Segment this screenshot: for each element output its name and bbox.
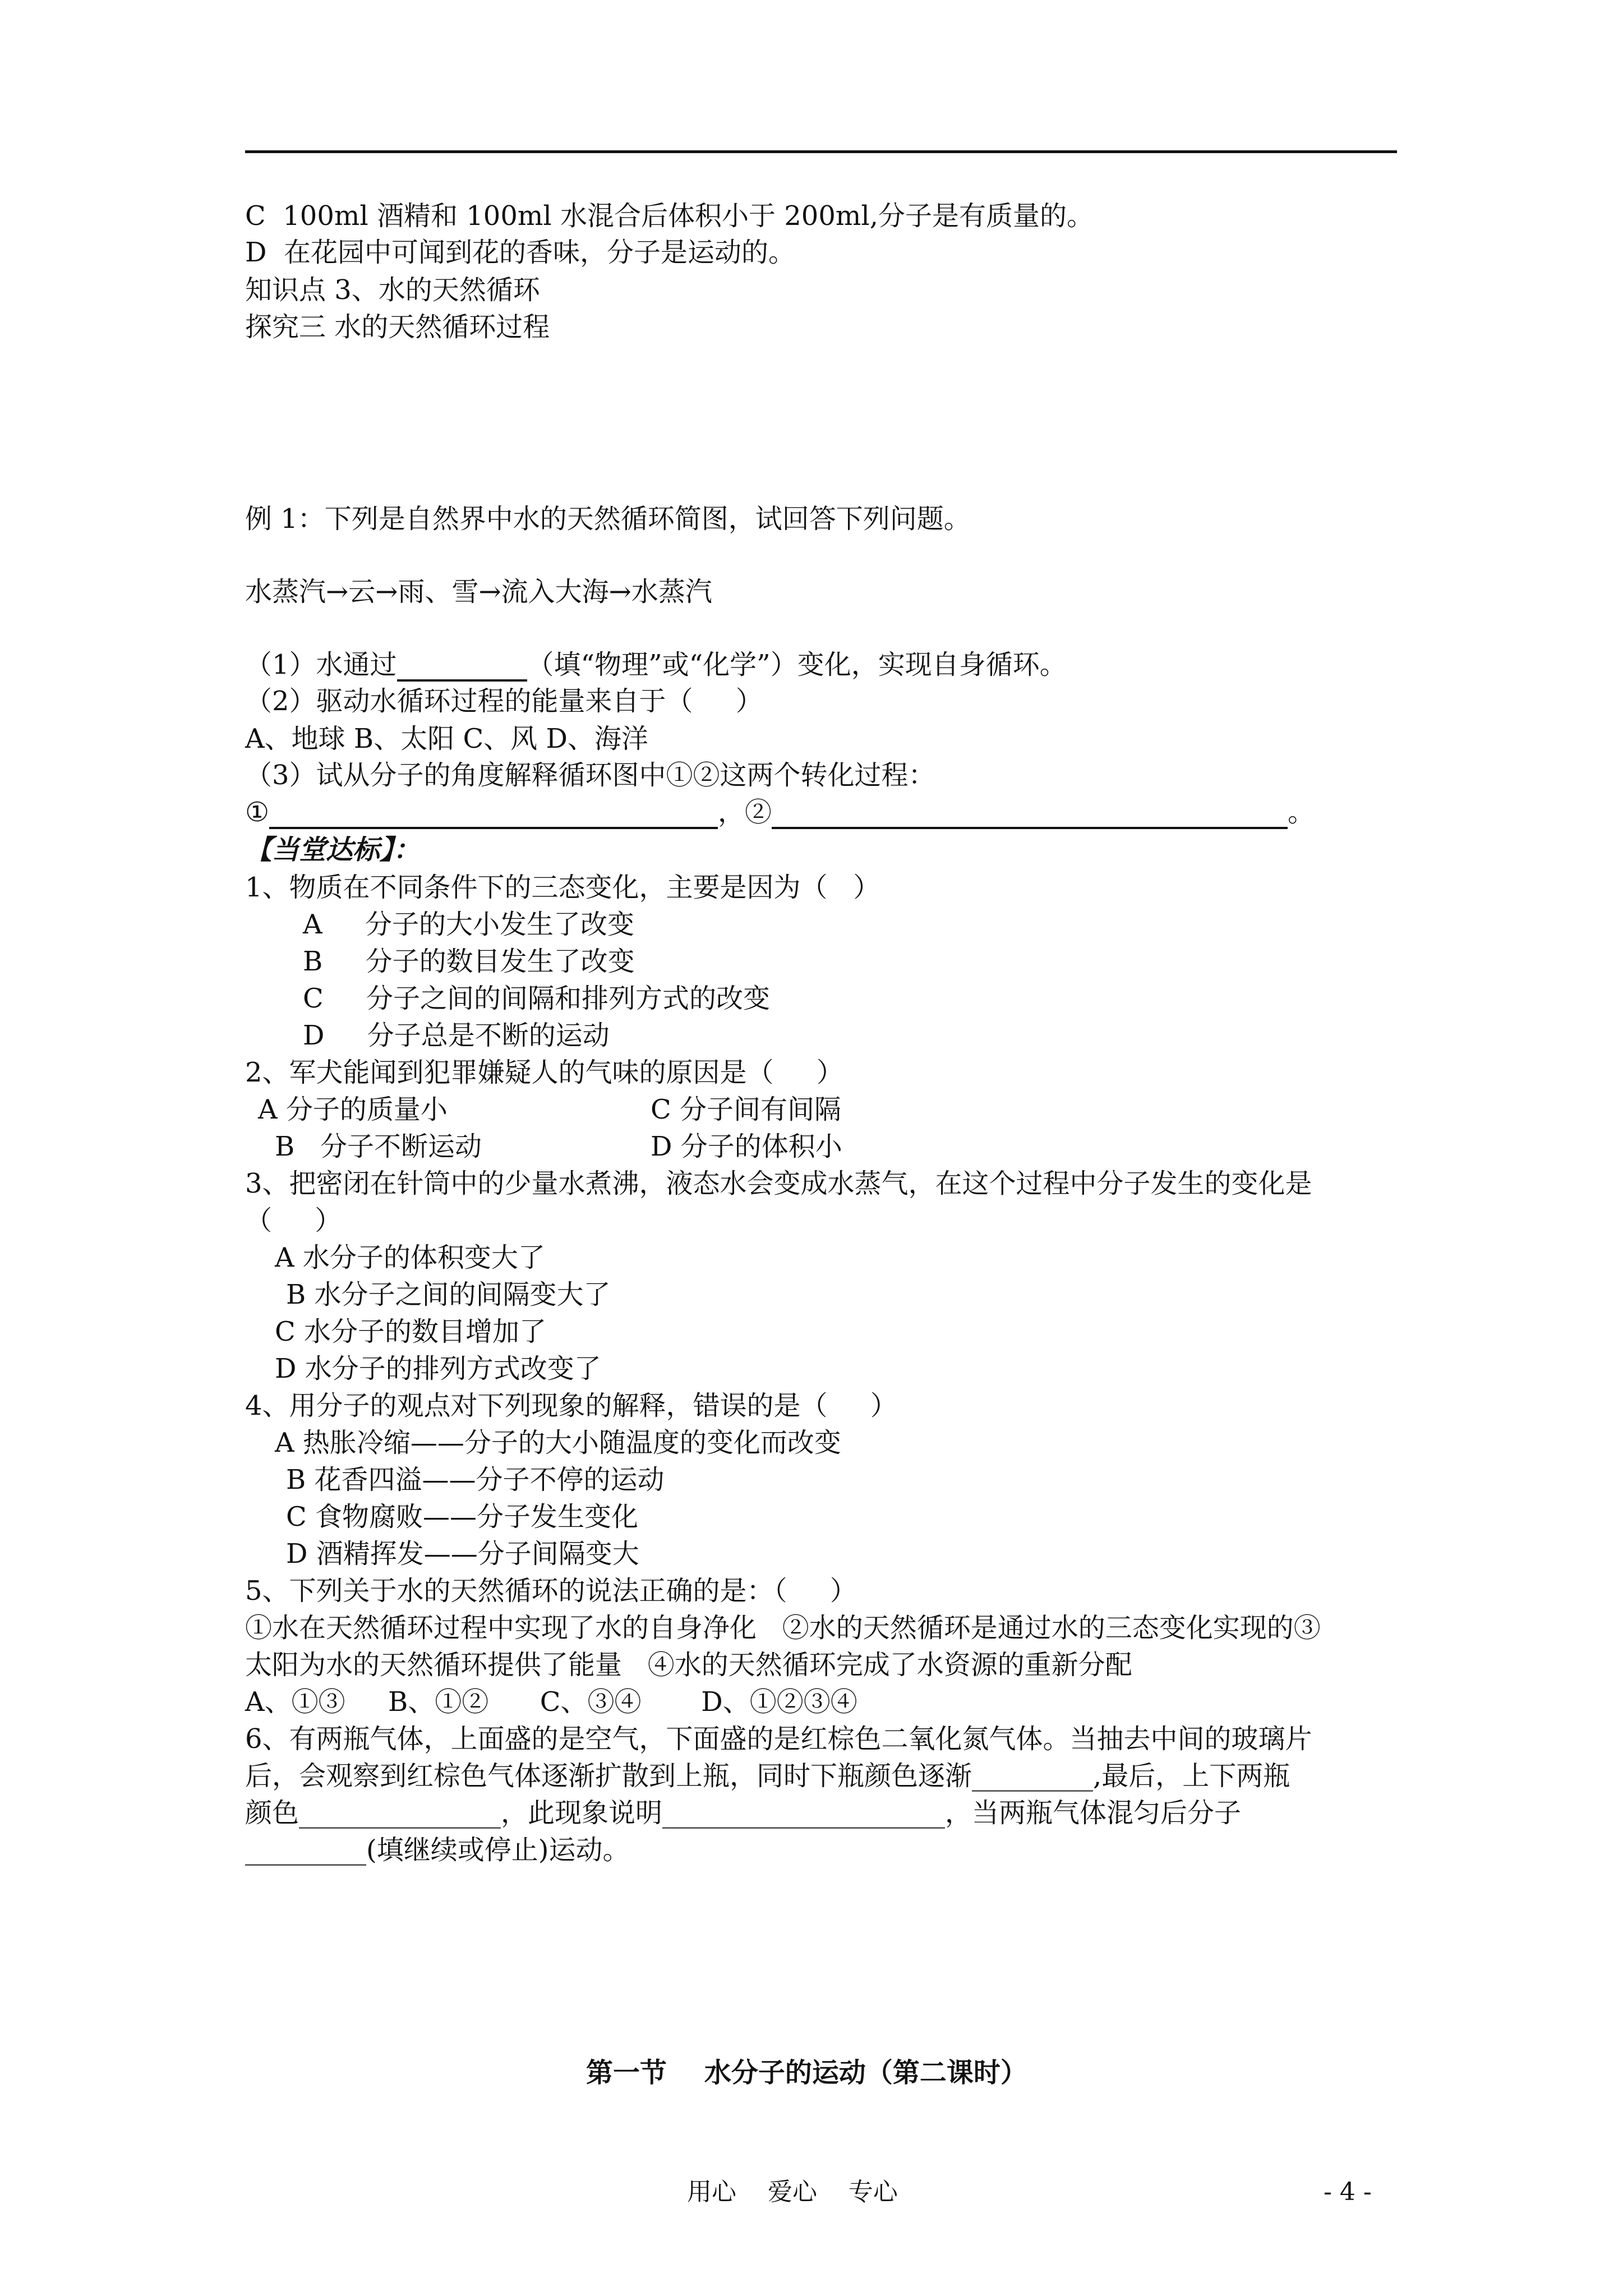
problem-2-option-a: A 分子的质量小 bbox=[258, 1094, 448, 1125]
question-3-answers bbox=[245, 795, 1315, 829]
answer-1-blank bbox=[269, 800, 718, 829]
answer-1-marker: ① bbox=[245, 797, 270, 828]
practice-heading: 【当堂达标】： bbox=[245, 834, 421, 866]
header-rule bbox=[245, 150, 1397, 153]
page-number: - 4 - bbox=[1324, 2178, 1372, 2206]
answer-end: 。 bbox=[1288, 797, 1315, 828]
question-1-blank bbox=[397, 652, 527, 682]
problem-2: 2、军犬能闻到犯罪嫌疑人的气味的原因是（ ） bbox=[245, 1057, 843, 1088]
problem-5-statements-2: 太阳为水的天然循环提供了能量 ④水的天然循环完成了水资源的重新分配 bbox=[245, 1649, 1132, 1681]
problem-1-option-a: A 分子的大小发生了改变 bbox=[303, 909, 634, 940]
problem-2-option-b: B 分子不断运动 bbox=[275, 1131, 482, 1162]
question-1 bbox=[245, 648, 1067, 682]
option-d-text: D 在花园中可闻到花的香味，分子是运动的。 bbox=[245, 237, 796, 268]
question-2: （2）驱动水循环过程的能量来自于（ ） bbox=[245, 685, 763, 717]
problem-4-option-a: A 热胀冷缩——分子的大小随温度的变化而改变 bbox=[275, 1427, 841, 1458]
problem-5-statements-1: ①水在天然循环过程中实现了水的自身净化 ②水的天然循环是通过水的三态变化实现的③ bbox=[245, 1612, 1321, 1644]
problem-1-option-b: B 分子的数目发生了改变 bbox=[303, 946, 635, 977]
problem-1: 1、物质在不同条件下的三态变化，主要是因为（ ） bbox=[245, 872, 880, 903]
option-c-text: C 100ml 酒精和 100ml 水混合后体积小于 200ml,分子是有质量的。 bbox=[245, 200, 1094, 232]
problem-3-paren: （ ） bbox=[245, 1205, 342, 1236]
question-1-suffix: （填“物理”或“化学”）变化，实现自身循环。 bbox=[527, 649, 1067, 680]
example-1-intro: 例 1：下列是自然界中水的天然循环简图，试回答下列问题。 bbox=[245, 503, 971, 535]
answer-2-marker: ，② bbox=[718, 797, 772, 828]
problem-6-line-1: 6、有两瓶气体，上面盛的是空气，下面盛的是红棕色二氧化氮气体。当抽去中间的玻璃片 bbox=[245, 1723, 1312, 1755]
problem-5: 5、下列关于水的天然循环的说法正确的是：（ ） bbox=[245, 1575, 857, 1607]
problem-4-option-c: C 食物腐败——分子发生变化 bbox=[286, 1501, 638, 1533]
problem-3-option-d: D 水分子的排列方式改变了 bbox=[275, 1353, 601, 1384]
section-title: 第一节 水分子的运动（第二课时） bbox=[586, 2057, 1027, 2088]
question-1-prefix: （1）水通过 bbox=[245, 649, 397, 680]
problem-2-option-d: D 分子的体积小 bbox=[651, 1131, 842, 1162]
problem-2-option-c: C 分子间有间隔 bbox=[651, 1094, 841, 1125]
problem-4-option-b: B 花香四溢——分子不停的运动 bbox=[286, 1464, 665, 1496]
problem-3: 3、把密闭在针筒中的少量水煮沸，液态水会变成水蒸气，在这个过程中分子发生的变化是 bbox=[245, 1168, 1312, 1199]
knowledge-point-3: 知识点 3、水的天然循环 bbox=[245, 274, 540, 306]
problem-3-option-b: B 水分子之间的间隔变大了 bbox=[286, 1279, 611, 1310]
problem-1-option-d: D 分子总是不断的运动 bbox=[303, 1020, 610, 1051]
inquiry-3-heading: 探究三 水的天然循环过程 bbox=[245, 311, 550, 343]
problem-3-option-c: C 水分子的数目增加了 bbox=[275, 1316, 546, 1347]
problem-3-option-a: A 水分子的体积变大了 bbox=[275, 1242, 545, 1273]
question-3: （3）试从分子的角度解释循环图中①②这两个转化过程： bbox=[245, 760, 935, 791]
question-2-options: A、地球 B、太阳 C、风 D、海洋 bbox=[245, 723, 648, 754]
water-cycle-chain: 水蒸汽→云→雨、雪→流入大海→水蒸汽 bbox=[245, 576, 712, 608]
answer-2-blank bbox=[772, 800, 1288, 829]
problem-4-option-d: D 酒精挥发——分子间隔变大 bbox=[286, 1538, 639, 1570]
problem-6-line-2: 后，会观察到红棕色气体逐渐扩散到上瓶，同时下瓶颜色逐渐_________,最后，上下两瓶 bbox=[245, 1760, 1290, 1792]
problem-1-option-c: C 分子之间的间隔和排列方式的改变 bbox=[303, 983, 771, 1014]
footer-motto: 用心 爱心 专心 bbox=[687, 2178, 898, 2206]
problem-6-line-4: _________(填继续或停止)运动。 bbox=[245, 1834, 630, 1866]
problem-6-line-3: 颜色_______________，此现象说明_____________________，当两瓶气体混匀后分子 bbox=[245, 1797, 1242, 1829]
problem-4: 4、用分子的观点对下列现象的解释，错误的是（ ） bbox=[245, 1390, 897, 1421]
problem-5-options: A、①③ B、①② C、③④ D、①②③④ bbox=[245, 1686, 857, 1718]
